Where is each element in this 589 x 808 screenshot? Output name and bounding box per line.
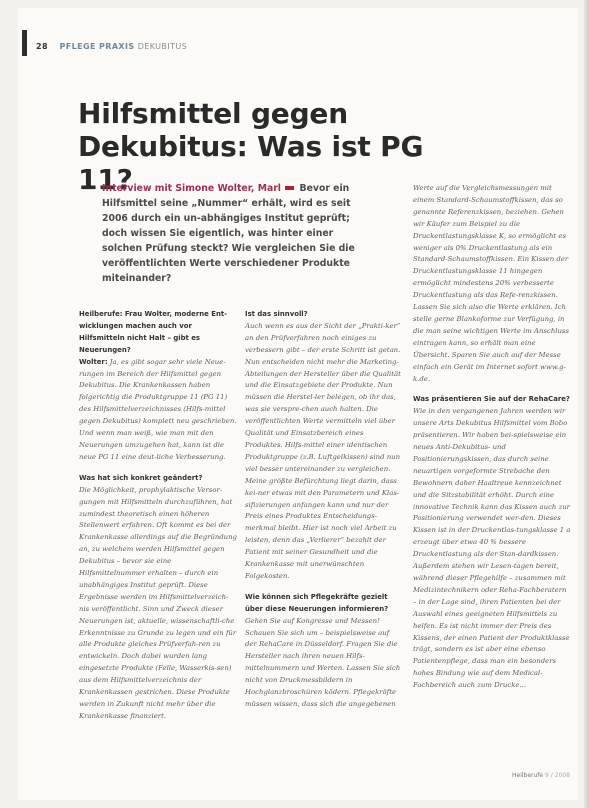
text-column-1 xyxy=(79,309,237,732)
journal-name: Heilberufe xyxy=(512,772,544,779)
running-header xyxy=(36,42,187,51)
question-3: Ist das sinnvoll? xyxy=(245,310,308,318)
subsection-name: DEKUBITUS xyxy=(137,42,188,51)
question-1: Heilberufe: Frau Wolter, moderne Ent-wicklungen machen auch vor Hilfsmitteln nicht Halt – gibt es Neuerungen? xyxy=(79,310,227,354)
question-5: Was präsentieren Sie auf der RehaCare? xyxy=(413,395,570,404)
lead-text: Bevor ein Hilfsmittel seine „Nummer“ erhält, wird es seit 2006 durch ein un-abhängiges Institut geprüft; doch wissen Sie eigentlich, was hinter einer solchen Prüfung steckt? Wie vergleichen Sie die veröffentlichten Werte verschiedener Produkte miteinander? xyxy=(102,183,355,284)
answer-3: Auch wenn es aus der Sicht der „Prakti-ker“ an den Prüfverfahren noch einiges zu verbessern gibt – der erste Schritt ist getan. Nun entscheiden nicht mehr die Marketing-Abteilungen der Hersteller über die Qualität und die Einsatzgebiete der Produkte. Nun müssen die Herstel-ler belegen, ob ihr das, was sie verspre-chen auch halten. Die veröffentlichten Werte vermitteln viel über Qualität und Einsatzbereich eines Produktes. Hilfs-mittel einer identischen Produktgruppe (z.B. Luftgelkissen) sind nun viel besser untereinander zu vergleichen. Meine größte Befürchtung liegt darin, dass kei-ner etwas mit den Parametern und Klas-sifizierungen anfangen kann und nur der Preis eines Produktes Entscheidungs-merkmal bleibt. Hier ist noch viel Arbeit zu leisten, denn das „Verlierer“ bezahlt der Patient mit seiner Gesundheit und die Krankenkasse mit unerwünschten Folgekosten. xyxy=(245,321,401,580)
issue-number: 9 / 2008 xyxy=(545,772,570,779)
answer-5: Wie in den vergangenen Jahren werden wir unsere Arts Dekubitus Hilfsmittel vom Bobo präsentieren. Wir haben bei-spielsweise ein neues Anti-Dekubitus- und Positionierungskissen, das durch seine neuartigen vorgeformte Strebache den Bewohnern daher Haaltreue kennzeichnet und die Sitzstabilität erhöht. Durch eine innovative Technik kann das Kissen auch zur Positionierung verwendet wer-den. Dieses Kissen ist in der Druckentlas-tungsklasse 1 a erzeugt über etwa 40 % bessere Druckentlastung als der Stan-dardkissen. Außerdem stehen wir Lesen-tagen bereit, während dieser Pflegehilfe – zusammen mit Medizintechnikern oder Reha-Fachberatern – in der Lage sind, ihren Patienten bei der Auswahl eines geeigneten Hilfsmittels zu helfen. Es ist nicht immer der Preis des Kissens, der einen Patient der Produktklasse trägt, sondern es ist aber eine ebenso Patientenpflege, dass man ein besonders hohes Bindung wie auf dem Medical-Fachbereich auch zum Drucke... xyxy=(413,407,571,690)
question-2: Was hat sich konkret geändert? xyxy=(79,473,203,482)
text-column-3 xyxy=(413,183,571,701)
page-footer xyxy=(512,772,570,779)
accent-square xyxy=(285,186,294,190)
text-column-2 xyxy=(245,309,403,720)
answer-2: Die Möglichkeit, prophylaktische Versor-gungen mit Hilfsmitteln durchzuführen, hat zumindest theoretisch einen höheren Stellenwert erfahren. Oft kommt es bei der Krankenkasse allerdings auf die Begründung an, zu welchem werden Hilfsmittel gegen Dekubitus – bevor sie eine Hilfsmittelnummer erhalten – durch ein unabhängiges Institut geprüft. Diese Ergebnisse werden im Hilfsmittelverzeich-nis veröffentlicht. Sinn und Zweck dieser Neuerungen ist, aktuelle, wissenschaftli-che Erkenntnisse zu Grunde zu legen und ein für alle Produkte gleiches Prüfverfah-ren zu entwickeln. Doch dabei wurden lang eingesetzte Produkte (Felle, Wasserkis-sen) aus dem Hilfsmittelverzeichnis der Krankenkassen gestrichen. Diese Produkte werden in Zukunft nicht mehr über die Krankenkasse finanziert. xyxy=(79,485,237,720)
page-binding-shadow xyxy=(584,0,589,808)
section-name: PFLEGE PRAXIS xyxy=(59,42,135,51)
answer-1 xyxy=(79,357,237,464)
answer-4: Gehen Sie auf Kongresse und Messen! Schauen Sie sich um – beispielsweise auf der RehaCare in Düsseldorf. Fragen Sie die Hersteller nach ihren neuen Hilfs-mittelnummern und Werten. Lassen Sie sich nicht von Druckmessbildern in Hochglanzbroschüren ködern. Pflegekräfte müssen wissen, dass sich die angegebenen xyxy=(245,616,401,708)
interview-byline: Interview mit Simone Wolter, Marl xyxy=(102,183,281,194)
title-line-2: Dekubitus: Was ist PG 11? xyxy=(78,130,424,196)
page-number: 28 xyxy=(36,42,48,51)
title-line-1: Hilfsmittel gegen xyxy=(78,97,348,130)
lead-paragraph xyxy=(102,181,364,286)
answer-4-continued: Werte auf die Vergleichsmessungen mit einem Standard-Schaumstoffkissen, das so genannte Referenzkissen, beziehen. Gehen wir Käufer zum Beispiel zu die Druckentlastungsklasse K, so ermöglicht es weniger als 0% Druckentlastung als ein Standard-Schaumstoffkissen. Ein Kissen der Druckentlastungsklasse 11 hingegen ermöglicht mindestens 20% verbesserte Druckentlastung als das Refe-renzkissen. Lassen Sie sich also die Werte erklären. Ich stelle gerne Blankoforme zur Verfügung, in die man seine wichtigen Werte im Anschluss eintragen kann, so erhält man eine Übersicht. Sparen Sie auch auf der Messe einfach ein Gerät im Internet sofort www.g-k.de. xyxy=(413,184,569,383)
answer-speaker: Wolter: xyxy=(79,357,108,366)
header-tab-marker xyxy=(22,30,27,56)
answer-1-text: Ja, es gibt sogar sehr viele Neue-rungen im Bereich der Hilfsmittel gegen Dekubitus. Die Krankenkassen haben folgerichtig die Produktgruppe 11 (PG 11) des Hilfsmittelverzeichnisses (Hilfs-mittel gegen Dekubitus) komplett neu geschrieben. Und wenn man weiß, wie man mit den Neuerungen umzugehen hat, kann ist die neue PG 11 eine deut-liche Verbesserung. xyxy=(79,357,237,461)
question-4: Wie können sich Pflegekräfte gezielt über diese Neuerungen informieren? xyxy=(245,592,389,613)
